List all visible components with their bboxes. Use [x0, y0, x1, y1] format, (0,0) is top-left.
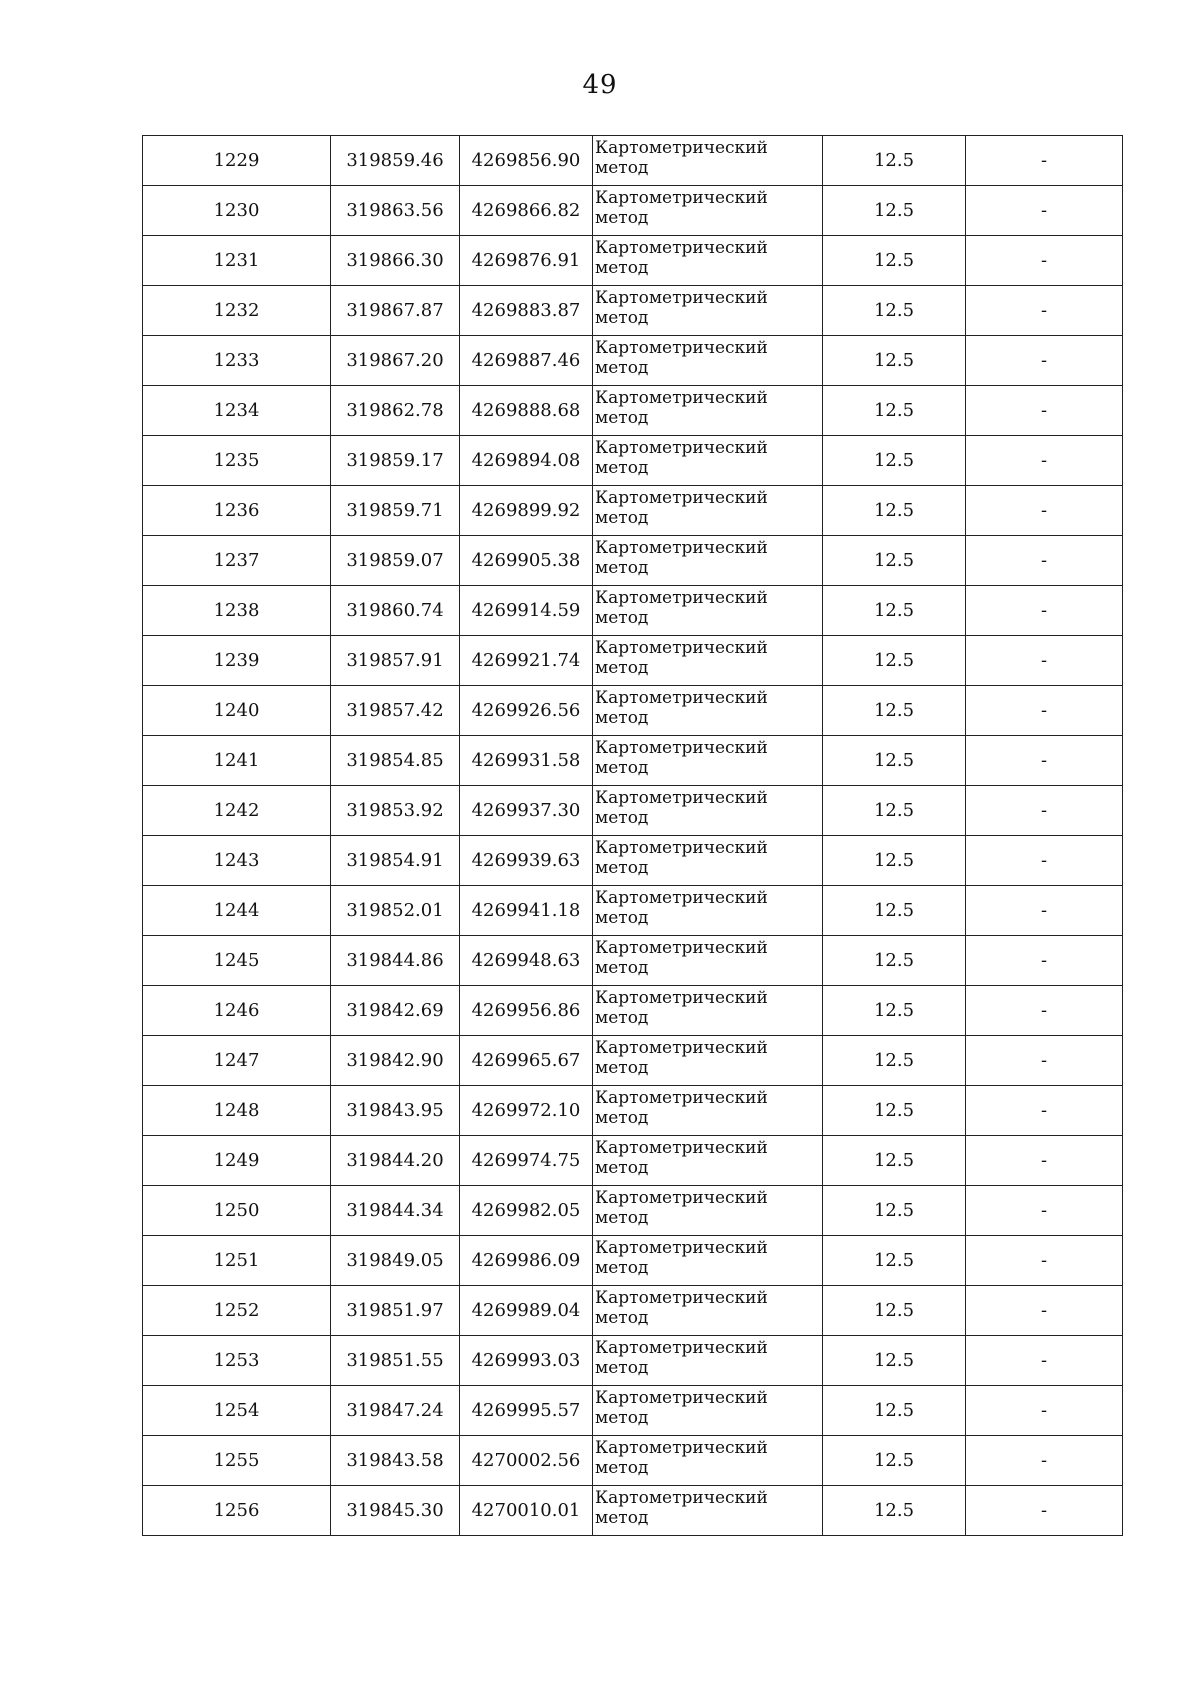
x-coordinate-cell: 319863.56 — [331, 186, 460, 236]
y-coordinate-cell: 4269887.46 — [460, 336, 593, 386]
accuracy-cell: 12.5 — [823, 1336, 966, 1386]
point-number-cell: 1237 — [143, 536, 331, 586]
accuracy-cell: 12.5 — [823, 1486, 966, 1536]
table-row — [143, 536, 1123, 586]
table-row — [143, 586, 1123, 636]
y-coordinate-cell: 4269905.38 — [460, 536, 593, 586]
table-row — [143, 1186, 1123, 1236]
x-coordinate-cell: 319859.46 — [331, 136, 460, 186]
point-number-cell: 1243 — [143, 836, 331, 886]
y-coordinate-cell: 4269876.91 — [460, 236, 593, 286]
method-cell: Картометрический метод — [593, 886, 823, 936]
y-coordinate-cell: 4269974.75 — [460, 1136, 593, 1186]
note-cell: - — [966, 936, 1123, 986]
x-coordinate-cell: 319867.20 — [331, 336, 460, 386]
note-cell: - — [966, 836, 1123, 886]
x-coordinate-cell: 319867.87 — [331, 286, 460, 336]
point-number-cell: 1238 — [143, 586, 331, 636]
accuracy-cell: 12.5 — [823, 436, 966, 486]
y-coordinate-cell: 4269921.74 — [460, 636, 593, 686]
point-number-cell: 1246 — [143, 986, 331, 1036]
accuracy-cell: 12.5 — [823, 1186, 966, 1236]
table-row — [143, 186, 1123, 236]
point-number-cell: 1250 — [143, 1186, 331, 1236]
table-row — [143, 1086, 1123, 1136]
note-cell: - — [966, 786, 1123, 836]
y-coordinate-cell: 4269926.56 — [460, 686, 593, 736]
note-cell: - — [966, 336, 1123, 386]
note-cell: - — [966, 736, 1123, 786]
note-cell: - — [966, 236, 1123, 286]
table-row — [143, 786, 1123, 836]
accuracy-cell: 12.5 — [823, 586, 966, 636]
point-number-cell: 1242 — [143, 786, 331, 836]
y-coordinate-cell: 4269948.63 — [460, 936, 593, 986]
y-coordinate-cell: 4269883.87 — [460, 286, 593, 336]
method-cell: Картометрический метод — [593, 1136, 823, 1186]
method-cell: Картометрический метод — [593, 786, 823, 836]
y-coordinate-cell: 4269939.63 — [460, 836, 593, 886]
y-coordinate-cell: 4269856.90 — [460, 136, 593, 186]
table-row — [143, 686, 1123, 736]
point-number-cell: 1232 — [143, 286, 331, 336]
method-cell: Картометрический метод — [593, 936, 823, 986]
note-cell: - — [966, 536, 1123, 586]
y-coordinate-cell: 4269914.59 — [460, 586, 593, 636]
table-row — [143, 1286, 1123, 1336]
accuracy-cell: 12.5 — [823, 1286, 966, 1336]
table-row — [143, 386, 1123, 436]
point-number-cell: 1236 — [143, 486, 331, 536]
x-coordinate-cell: 319852.01 — [331, 886, 460, 936]
y-coordinate-cell: 4269894.08 — [460, 436, 593, 486]
y-coordinate-cell: 4269995.57 — [460, 1386, 593, 1436]
point-number-cell: 1251 — [143, 1236, 331, 1286]
note-cell: - — [966, 686, 1123, 736]
method-cell: Картометрический метод — [593, 186, 823, 236]
note-cell: - — [966, 286, 1123, 336]
accuracy-cell: 12.5 — [823, 336, 966, 386]
method-cell: Картометрический метод — [593, 1286, 823, 1336]
coordinates-table-body — [143, 136, 1123, 1536]
accuracy-cell: 12.5 — [823, 936, 966, 986]
method-cell: Картометрический метод — [593, 586, 823, 636]
table-row — [143, 886, 1123, 936]
note-cell: - — [966, 1236, 1123, 1286]
x-coordinate-cell: 319842.69 — [331, 986, 460, 1036]
accuracy-cell: 12.5 — [823, 736, 966, 786]
method-cell: Картометрический метод — [593, 736, 823, 786]
accuracy-cell: 12.5 — [823, 636, 966, 686]
accuracy-cell: 12.5 — [823, 1136, 966, 1186]
method-cell: Картометрический метод — [593, 1436, 823, 1486]
method-cell: Картометрический метод — [593, 486, 823, 536]
note-cell: - — [966, 1136, 1123, 1186]
method-cell: Картометрический метод — [593, 236, 823, 286]
note-cell: - — [966, 1186, 1123, 1236]
table-row — [143, 336, 1123, 386]
x-coordinate-cell: 319845.30 — [331, 1486, 460, 1536]
accuracy-cell: 12.5 — [823, 1436, 966, 1486]
y-coordinate-cell: 4269972.10 — [460, 1086, 593, 1136]
y-coordinate-cell: 4269965.67 — [460, 1036, 593, 1086]
y-coordinate-cell: 4269866.82 — [460, 186, 593, 236]
note-cell: - — [966, 1086, 1123, 1136]
method-cell: Картометрический метод — [593, 1036, 823, 1086]
coordinates-table — [142, 135, 1123, 1536]
y-coordinate-cell: 4269982.05 — [460, 1186, 593, 1236]
page-number: 49 — [582, 70, 618, 100]
accuracy-cell: 12.5 — [823, 286, 966, 336]
method-cell: Картометрический метод — [593, 536, 823, 586]
table-row — [143, 236, 1123, 286]
method-cell: Картометрический метод — [593, 1186, 823, 1236]
table-row — [143, 636, 1123, 686]
point-number-cell: 1241 — [143, 736, 331, 786]
x-coordinate-cell: 319844.86 — [331, 936, 460, 986]
y-coordinate-cell: 4270010.01 — [460, 1486, 593, 1536]
x-coordinate-cell: 319860.74 — [331, 586, 460, 636]
method-cell: Картометрический метод — [593, 136, 823, 186]
y-coordinate-cell: 4269888.68 — [460, 386, 593, 436]
point-number-cell: 1245 — [143, 936, 331, 986]
table-row — [143, 736, 1123, 786]
point-number-cell: 1256 — [143, 1486, 331, 1536]
table-row — [143, 1386, 1123, 1436]
x-coordinate-cell: 319851.55 — [331, 1336, 460, 1386]
point-number-cell: 1231 — [143, 236, 331, 286]
note-cell: - — [966, 436, 1123, 486]
accuracy-cell: 12.5 — [823, 786, 966, 836]
x-coordinate-cell: 319842.90 — [331, 1036, 460, 1086]
point-number-cell: 1235 — [143, 436, 331, 486]
note-cell: - — [966, 186, 1123, 236]
accuracy-cell: 12.5 — [823, 986, 966, 1036]
method-cell: Картометрический метод — [593, 436, 823, 486]
table-row — [143, 1436, 1123, 1486]
x-coordinate-cell: 319851.97 — [331, 1286, 460, 1336]
point-number-cell: 1255 — [143, 1436, 331, 1486]
table-row — [143, 136, 1123, 186]
method-cell: Картометрический метод — [593, 836, 823, 886]
table-row — [143, 486, 1123, 536]
x-coordinate-cell: 319844.20 — [331, 1136, 460, 1186]
accuracy-cell: 12.5 — [823, 1036, 966, 1086]
y-coordinate-cell: 4269986.09 — [460, 1236, 593, 1286]
note-cell: - — [966, 136, 1123, 186]
method-cell: Картометрический метод — [593, 1386, 823, 1436]
method-cell: Картометрический метод — [593, 1086, 823, 1136]
accuracy-cell: 12.5 — [823, 386, 966, 436]
table-row — [143, 1136, 1123, 1186]
point-number-cell: 1239 — [143, 636, 331, 686]
point-number-cell: 1253 — [143, 1336, 331, 1386]
point-number-cell: 1254 — [143, 1386, 331, 1436]
y-coordinate-cell: 4269931.58 — [460, 736, 593, 786]
point-number-cell: 1230 — [143, 186, 331, 236]
note-cell: - — [966, 1036, 1123, 1086]
method-cell: Картометрический метод — [593, 986, 823, 1036]
table-row — [143, 936, 1123, 986]
note-cell: - — [966, 1486, 1123, 1536]
y-coordinate-cell: 4269989.04 — [460, 1286, 593, 1336]
note-cell: - — [966, 486, 1123, 536]
accuracy-cell: 12.5 — [823, 1386, 966, 1436]
accuracy-cell: 12.5 — [823, 236, 966, 286]
x-coordinate-cell: 319866.30 — [331, 236, 460, 286]
x-coordinate-cell: 319854.85 — [331, 736, 460, 786]
point-number-cell: 1252 — [143, 1286, 331, 1336]
y-coordinate-cell: 4269993.03 — [460, 1336, 593, 1386]
note-cell: - — [966, 1286, 1123, 1336]
table-row — [143, 1236, 1123, 1286]
point-number-cell: 1229 — [143, 136, 331, 186]
point-number-cell: 1244 — [143, 886, 331, 936]
x-coordinate-cell: 319859.71 — [331, 486, 460, 536]
method-cell: Картометрический метод — [593, 636, 823, 686]
method-cell: Картометрический метод — [593, 1236, 823, 1286]
y-coordinate-cell: 4269941.18 — [460, 886, 593, 936]
note-cell: - — [966, 1436, 1123, 1486]
x-coordinate-cell: 319849.05 — [331, 1236, 460, 1286]
table-row — [143, 436, 1123, 486]
accuracy-cell: 12.5 — [823, 536, 966, 586]
accuracy-cell: 12.5 — [823, 1086, 966, 1136]
table-row — [143, 836, 1123, 886]
y-coordinate-cell: 4269956.86 — [460, 986, 593, 1036]
point-number-cell: 1247 — [143, 1036, 331, 1086]
method-cell: Картометрический метод — [593, 286, 823, 336]
method-cell: Картометрический метод — [593, 686, 823, 736]
table-row — [143, 1486, 1123, 1536]
x-coordinate-cell: 319847.24 — [331, 1386, 460, 1436]
x-coordinate-cell: 319843.58 — [331, 1436, 460, 1486]
accuracy-cell: 12.5 — [823, 686, 966, 736]
x-coordinate-cell: 319859.17 — [331, 436, 460, 486]
note-cell: - — [966, 386, 1123, 436]
y-coordinate-cell: 4270002.56 — [460, 1436, 593, 1486]
accuracy-cell: 12.5 — [823, 836, 966, 886]
note-cell: - — [966, 1336, 1123, 1386]
point-number-cell: 1240 — [143, 686, 331, 736]
accuracy-cell: 12.5 — [823, 1236, 966, 1286]
x-coordinate-cell: 319844.34 — [331, 1186, 460, 1236]
point-number-cell: 1233 — [143, 336, 331, 386]
point-number-cell: 1234 — [143, 386, 331, 436]
note-cell: - — [966, 986, 1123, 1036]
method-cell: Картометрический метод — [593, 1486, 823, 1536]
x-coordinate-cell: 319859.07 — [331, 536, 460, 586]
method-cell: Картометрический метод — [593, 1336, 823, 1386]
table-row — [143, 1036, 1123, 1086]
note-cell: - — [966, 586, 1123, 636]
note-cell: - — [966, 636, 1123, 686]
y-coordinate-cell: 4269937.30 — [460, 786, 593, 836]
y-coordinate-cell: 4269899.92 — [460, 486, 593, 536]
note-cell: - — [966, 886, 1123, 936]
x-coordinate-cell: 319854.91 — [331, 836, 460, 886]
note-cell: - — [966, 1386, 1123, 1436]
x-coordinate-cell: 319857.91 — [331, 636, 460, 686]
table-row — [143, 286, 1123, 336]
accuracy-cell: 12.5 — [823, 886, 966, 936]
table-row — [143, 1336, 1123, 1386]
point-number-cell: 1249 — [143, 1136, 331, 1186]
x-coordinate-cell: 319862.78 — [331, 386, 460, 436]
accuracy-cell: 12.5 — [823, 136, 966, 186]
x-coordinate-cell: 319853.92 — [331, 786, 460, 836]
point-number-cell: 1248 — [143, 1086, 331, 1136]
method-cell: Картометрический метод — [593, 386, 823, 436]
x-coordinate-cell: 319843.95 — [331, 1086, 460, 1136]
x-coordinate-cell: 319857.42 — [331, 686, 460, 736]
accuracy-cell: 12.5 — [823, 186, 966, 236]
table-row — [143, 986, 1123, 1036]
accuracy-cell: 12.5 — [823, 486, 966, 536]
method-cell: Картометрический метод — [593, 336, 823, 386]
